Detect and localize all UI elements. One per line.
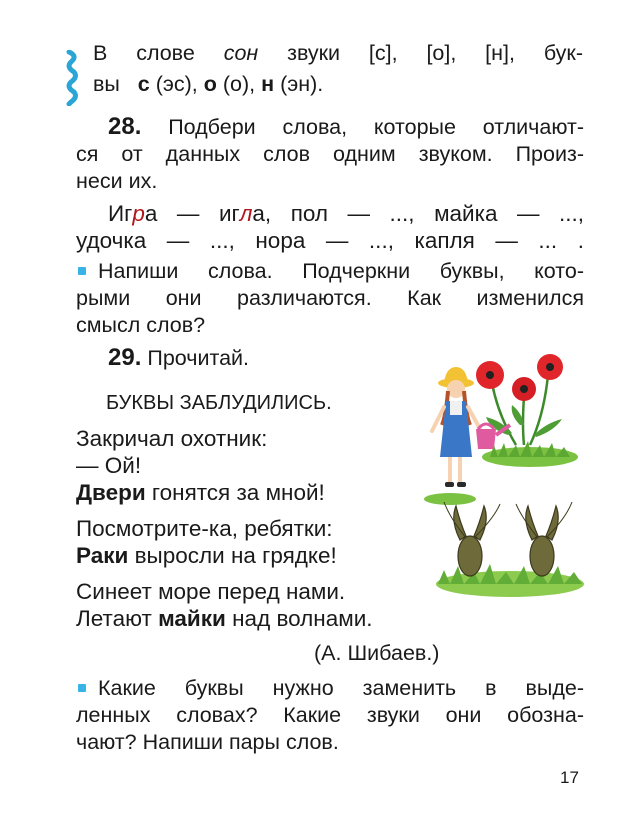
note-line-2: вы с (эс), о (о), н (эн). bbox=[93, 72, 324, 96]
bullet-icon bbox=[78, 267, 86, 275]
highlight-letter: р bbox=[132, 201, 145, 226]
poem-line-5: Раки выросли на грядке! bbox=[76, 543, 337, 568]
poem-line-1: Закричал охотник: bbox=[76, 426, 268, 451]
ex28-task-1: Напиши слова. Подчеркни буквы, кото- bbox=[98, 259, 584, 283]
bullet-icon bbox=[78, 684, 86, 692]
poem-line-4: Посмотрите-ка, ребятки: bbox=[76, 516, 333, 541]
page-number: 17 bbox=[560, 768, 579, 787]
ex28-task-2: рыми они различаются. Как изменился bbox=[76, 286, 584, 310]
ex29-task-1: Какие буквы нужно заменить в выде- bbox=[98, 676, 584, 700]
ex28-line-2: ся от данных слов одним звуком. Произ- bbox=[76, 142, 584, 166]
ex28-number: 28. bbox=[108, 113, 142, 140]
note-line-1: В слове сон звуки [с], [о], [н], бук- bbox=[93, 41, 583, 65]
girl-watering-poppies-illustration bbox=[420, 345, 590, 505]
crayfish-illustration bbox=[430, 500, 590, 600]
poem-line-7: Летают майки над волнами. bbox=[76, 606, 373, 631]
ex29-task-2: ленных словах? Какие звуки они обозна- bbox=[76, 703, 584, 727]
ex28-words-1: Игра — игла, пол — ..., майка — ..., bbox=[108, 201, 584, 226]
poem-line-3: Двери гонятся за мной! bbox=[76, 480, 325, 505]
ex29-task-3: чают? Напиши пары слов. bbox=[76, 730, 339, 754]
ex29-heading: 29. Прочитай. bbox=[108, 344, 250, 371]
ex29-number: 29. bbox=[108, 344, 142, 371]
poem-line-2: — Ой! bbox=[76, 453, 142, 478]
poem-author: (А. Шибаев.) bbox=[314, 641, 440, 665]
ex28-line-3: неси их. bbox=[76, 169, 158, 193]
highlight-letter: л bbox=[239, 201, 253, 226]
poem-line-6: Синеет море перед нами. bbox=[76, 579, 346, 604]
ex28-line-1: 28. Подбери слова, которые отличают- bbox=[108, 113, 584, 140]
wavy-brace-icon bbox=[66, 50, 80, 106]
poem-title: БУКВЫ ЗАБЛУДИЛИСЬ. bbox=[106, 392, 332, 414]
ex28-words-2: удочка — ..., нора — ..., капля — ... . bbox=[76, 228, 584, 253]
ex28-task-3: смысл слов? bbox=[76, 313, 206, 337]
